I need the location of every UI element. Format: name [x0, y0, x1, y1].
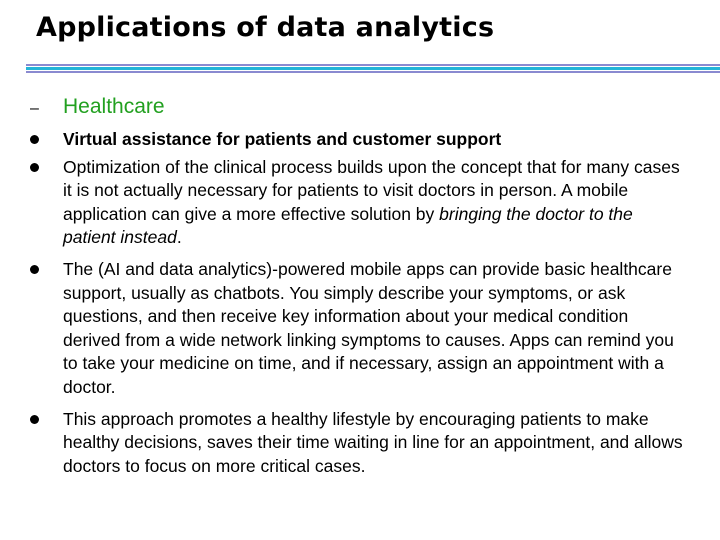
bullet-text-end: . [176, 227, 182, 248]
bullet-text: The (AI and data analytics)-powered mobile apps can provide basic healthcare support, usually as chatbots. You simply describe your symptoms, or ask questions, and then receive key information about your medical condition derived from a wide network linking symptoms to causes. Apps can remind you to take your medicine on time, and if necessary, assign an appointment with a doctor. [63, 258, 674, 397]
bullet-item-optimization [30, 156, 690, 250]
bullet-text-plain: Optimization of the clinical process builds upon the concept that for many cases it is not actually necessary for patients to visit doctors in person. A mobile application can give a more effective solution by [63, 156, 680, 224]
bullet-item-virtual-assistance [30, 128, 690, 152]
section-heading [30, 95, 165, 119]
bullet-dot-icon [30, 135, 39, 144]
bullet-text: Virtual assistance for patients and customer support [63, 129, 502, 149]
bullet-text [63, 156, 690, 250]
bullet-item-mobile-apps [30, 258, 690, 400]
bullet-dot-icon [30, 415, 39, 424]
bullet-text-italic: bringing the doctor to the patient instead [63, 203, 633, 248]
title-underline-middle [26, 67, 720, 70]
bullet-dot-icon [30, 163, 39, 172]
title-underline-top [26, 64, 720, 66]
bullet-text: This approach promotes a healthy lifestyle by encouraging patients to make healthy decisions, saves their time waiting in line for an appointment, and allows doctors to focus on more critical cases. [63, 408, 683, 476]
dash-bullet: – [30, 100, 39, 117]
title-underline-bottom [26, 71, 720, 73]
slide-title: Applications of data analytics [36, 12, 495, 43]
bullet-dot-icon [30, 265, 39, 274]
bullet-list [30, 128, 690, 478]
section-heading-text: Healthcare [63, 95, 165, 118]
bullet-item-healthy-lifestyle [30, 408, 690, 479]
